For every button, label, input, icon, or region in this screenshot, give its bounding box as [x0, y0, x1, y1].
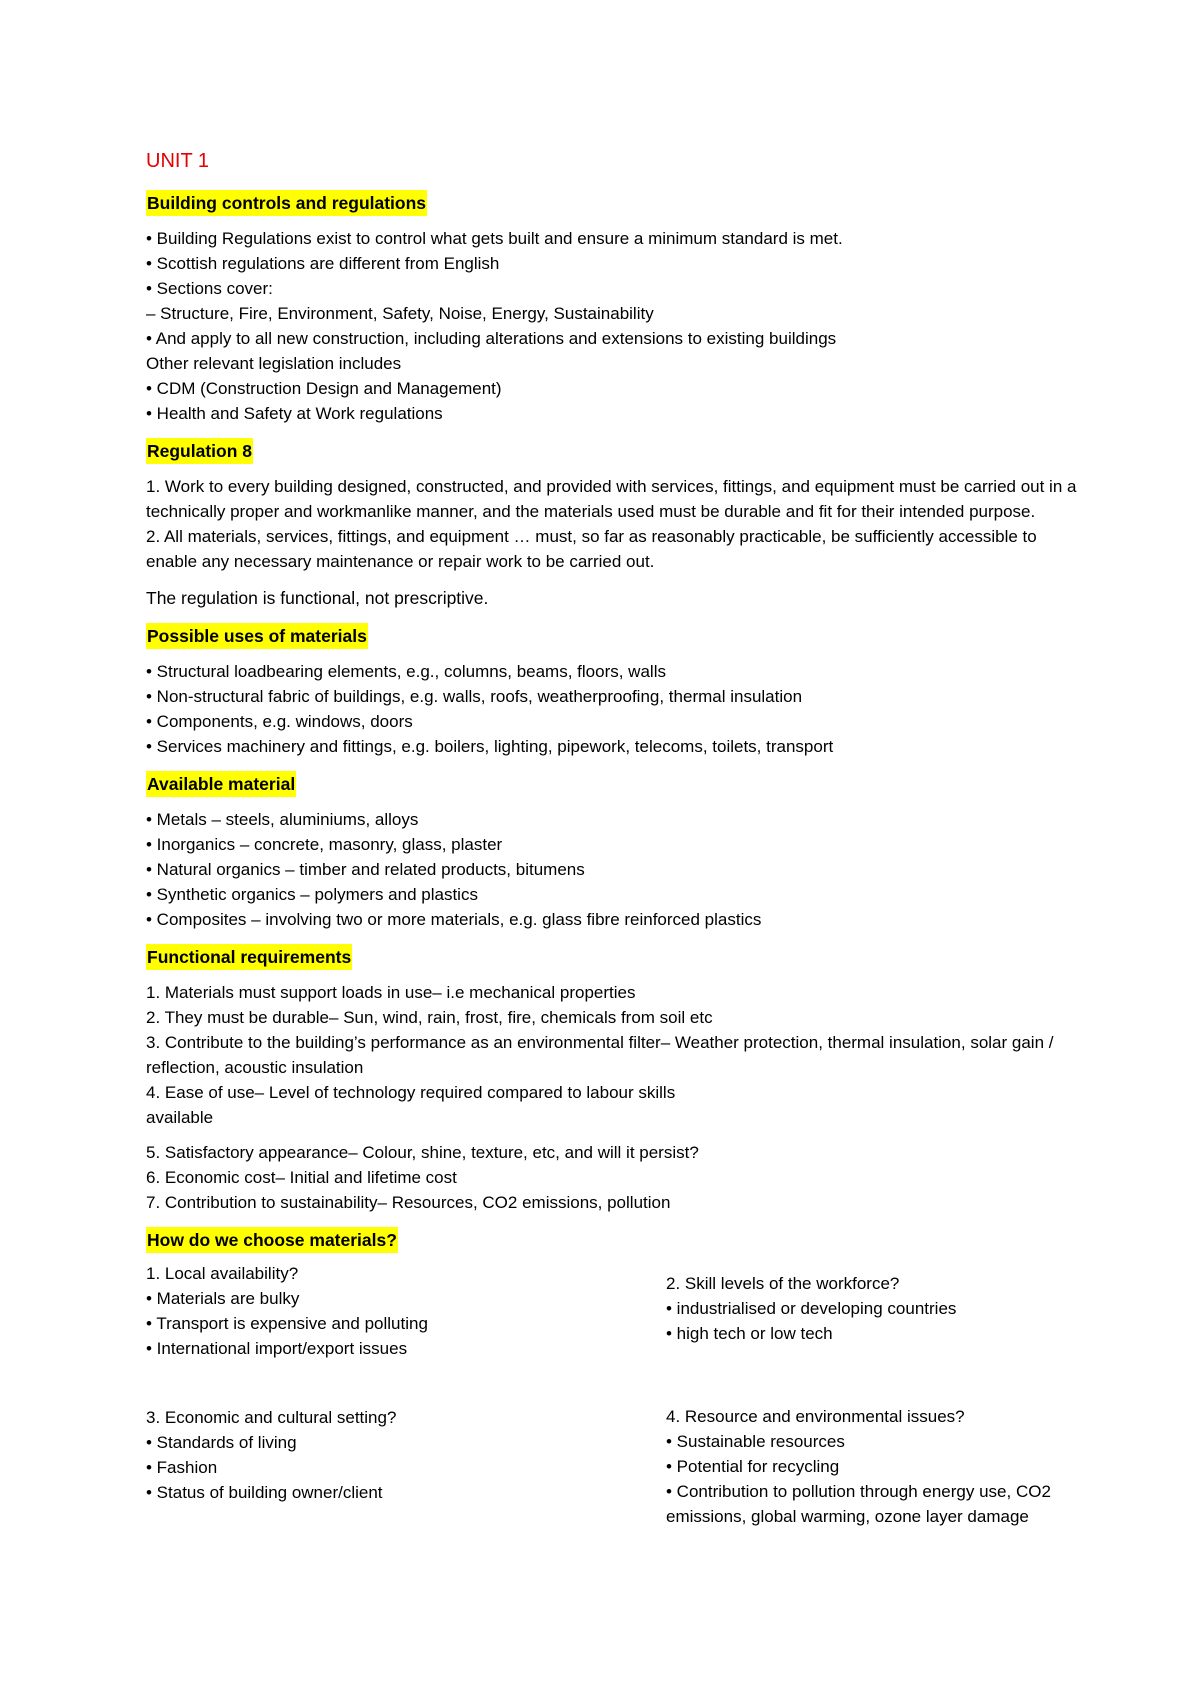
- list-item: • Non-structural fabric of buildings, e.g. walls, roofs, weatherproofing, thermal insulation: [146, 687, 803, 706]
- regulation-paragraph-1: 1. Work to every building designed, constructed, and provided with services, fittings, and equipment must be carried out in a technically proper and workmanlike manner, and the materials used must be durable and fit for their intended purpose.: [146, 477, 1077, 521]
- functional-requirements-list-b: [146, 1140, 1086, 1215]
- spacer: [666, 1346, 1086, 1404]
- choose-left-column: [146, 1261, 666, 1529]
- block-line: • Materials are bulky: [146, 1289, 300, 1308]
- heading-functional-requirements: Functional requirements: [146, 944, 352, 970]
- list-item: • CDM (Construction Design and Management): [146, 379, 502, 398]
- list-item: Other relevant legislation includes: [146, 354, 402, 373]
- list-item: 6. Economic cost– Initial and lifetime cost: [146, 1168, 457, 1187]
- section-regulation-8: [146, 438, 1086, 611]
- list-item: • Inorganics – concrete, masonry, glass, plaster: [146, 835, 503, 854]
- section-building-controls: [146, 190, 1086, 426]
- heading-regulation-8: Regulation 8: [146, 438, 253, 464]
- choice-block-economic-cultural: [146, 1405, 666, 1505]
- list-item: • Building Regulations exist to control what gets built and ensure a minimum standard is met.: [146, 229, 843, 248]
- spacer: [666, 1261, 1086, 1271]
- list-item: • Services machinery and fittings, e.g. boilers, lighting, pipework, telecoms, toilets, transport: [146, 737, 834, 756]
- list-item: 3. Contribute to the building’s performance as an environmental filter– Weather protection, thermal insulation, solar gain / reflection, acoustic insulation: [146, 1033, 1054, 1077]
- heading-available-material: Available material: [146, 771, 296, 797]
- block-line: • Sustainable resources: [666, 1432, 845, 1451]
- list-item: available: [146, 1108, 214, 1127]
- choose-right-column: [666, 1261, 1086, 1529]
- block-line: • Status of building owner/client: [146, 1483, 383, 1502]
- functional-requirements-list-a: [146, 980, 1086, 1130]
- list-item: 1. Materials must support loads in use– i.e mechanical properties: [146, 983, 636, 1002]
- list-item: • And apply to all new construction, including alterations and extensions to existing buildings: [146, 329, 837, 348]
- list-item: • Metals – steels, aluminiums, alloys: [146, 810, 419, 829]
- section-choose-materials: [146, 1227, 1086, 1529]
- choice-block-resource-environmental: [666, 1404, 1086, 1529]
- block-line: 2. Skill levels of the workforce?: [666, 1274, 900, 1293]
- list-item: • Components, e.g. windows, doors: [146, 712, 413, 731]
- list-item: 4. Ease of use– Level of technology required compared to labour skills: [146, 1083, 676, 1102]
- choice-block-local-availability: [146, 1261, 666, 1361]
- block-line: 1. Local availability?: [146, 1264, 299, 1283]
- block-line: • Transport is expensive and polluting: [146, 1314, 428, 1333]
- section-available-material: [146, 771, 1086, 932]
- possible-uses-list: [146, 659, 1086, 759]
- heading-choose-materials: How do we choose materials?: [146, 1227, 398, 1253]
- section-functional-requirements: [146, 944, 1086, 1215]
- spacer: [146, 574, 1086, 586]
- document-content: [146, 148, 1086, 1541]
- building-controls-list: [146, 226, 1086, 426]
- list-item: 5. Satisfactory appearance– Colour, shine, texture, etc, and will it persist?: [146, 1143, 699, 1162]
- list-item: – Structure, Fire, Environment, Safety, Noise, Energy, Sustainability: [146, 304, 654, 323]
- list-item: • Synthetic organics – polymers and plastics: [146, 885, 478, 904]
- section-possible-uses: [146, 623, 1086, 759]
- block-line: • high tech or low tech: [666, 1324, 833, 1343]
- regulation-paragraph-2: 2. All materials, services, fittings, and equipment … must, so far as reasonably practicable, be sufficiently accessible to enable any necessary maintenance or repair work to be carried out.: [146, 527, 1037, 571]
- list-item: 7. Contribution to sustainability– Resources, CO2 emissions, pollution: [146, 1193, 671, 1212]
- list-item: • Composites – involving two or more materials, e.g. glass fibre reinforced plastics: [146, 910, 762, 929]
- block-line: • Potential for recycling: [666, 1457, 840, 1476]
- heading-possible-uses: Possible uses of materials: [146, 623, 368, 649]
- block-line: • industrialised or developing countries: [666, 1299, 957, 1318]
- spacer: [146, 1361, 666, 1405]
- block-line: • Contribution to pollution through energy use, CO2 emissions, global warming, ozone layer damage: [666, 1482, 1051, 1526]
- heading-building-controls: Building controls and regulations: [146, 190, 427, 216]
- block-line: 4. Resource and environmental issues?: [666, 1407, 965, 1426]
- block-line: • International import/export issues: [146, 1339, 408, 1358]
- list-item: • Scottish regulations are different from English: [146, 254, 500, 273]
- choice-block-skill-levels: [666, 1271, 1086, 1346]
- available-material-list: [146, 807, 1086, 932]
- block-line: • Fashion: [146, 1458, 218, 1477]
- list-item: 2. They must be durable– Sun, wind, rain, frost, fire, chemicals from soil etc: [146, 1008, 713, 1027]
- list-item: • Natural organics – timber and related products, bitumens: [146, 860, 585, 879]
- list-item: • Sections cover:: [146, 279, 273, 298]
- list-item: • Health and Safety at Work regulations: [146, 404, 443, 423]
- list-item: • Structural loadbearing elements, e.g., columns, beams, floors, walls: [146, 662, 666, 681]
- regulation-note: The regulation is functional, not prescriptive.: [146, 588, 489, 608]
- unit-title: UNIT 1: [146, 150, 209, 172]
- block-line: • Standards of living: [146, 1433, 297, 1452]
- block-line: 3. Economic and cultural setting?: [146, 1408, 397, 1427]
- choose-materials-columns: [146, 1261, 1086, 1529]
